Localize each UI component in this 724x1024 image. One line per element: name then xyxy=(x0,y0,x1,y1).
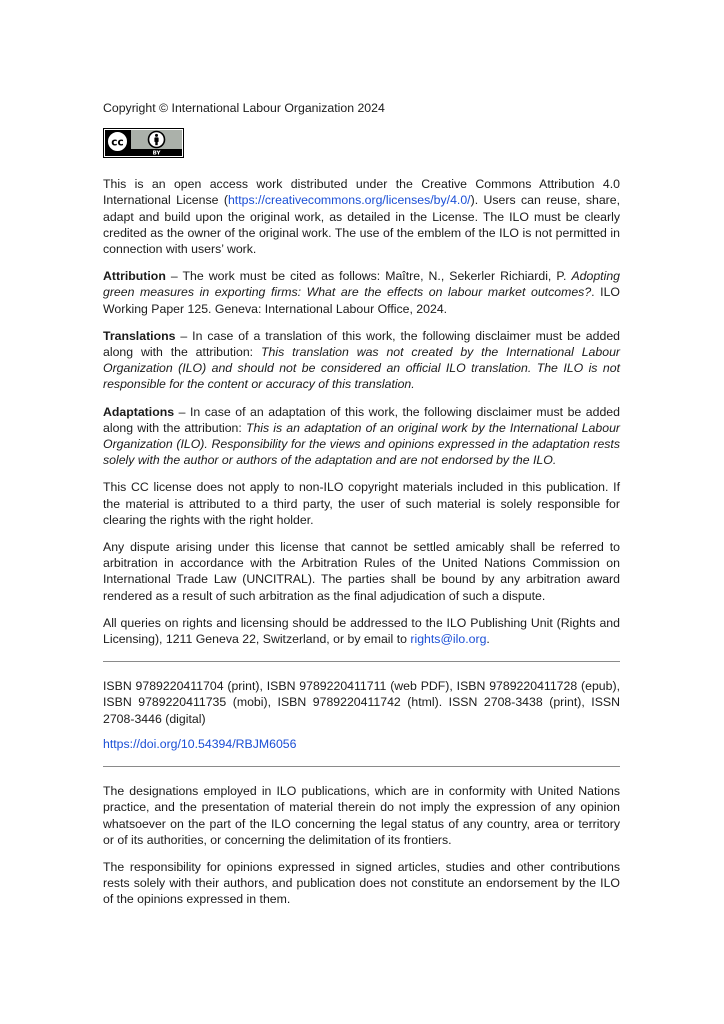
cc-by-license-badge[interactable] xyxy=(103,128,184,158)
dispute-paragraph: Any dispute arising under this license that cannot be settled amicably shall be referred to arbitration in accordance with the Arbitration Rules of the United Nations Commission on International Trade Law (UNCITRAL). The parties shall be bound by any arbitration award rendered as a result of such arbitration as the final adjudication of such a dispute. xyxy=(103,540,620,603)
translations-disclaimer: This translation was not created by the International Labour Organization (ILO) and should not be considered an official ILO translation. The ILO is not responsible for the content or accuracy of this translation. xyxy=(103,345,620,392)
isbn-paragraph: ISBN 9789220411704 (print), ISBN 9789220411711 (web PDF), ISBN 9789220411728 (epub), ISBN 9789220411735 (mobi), ISBN 9789220411742 (html). ISSN 2708-3438 (print), ISSN 2708-3446 (digital) xyxy=(103,679,620,726)
designations-paragraph: The designations employed in ILO publications, which are in conformity with United Nations practice, and the presentation of material therein do not imply the expression of any opinion whatsoever on the part of the ILO concerning the legal status of any country, area or territory or of its authorities, or concerning the delimitation of its frontiers. xyxy=(103,784,620,847)
by-label: BY xyxy=(152,150,161,157)
license-url-link[interactable]: https://creativecommons.org/licenses/by/4.0/ xyxy=(227,193,471,208)
adaptations-paragraph xyxy=(103,404,620,469)
queries-paragraph xyxy=(103,615,620,647)
cc-icon xyxy=(107,131,128,152)
attribution-title: Adopting green measures in exporting firms: What are the effects on labour market outcomes? xyxy=(103,269,620,300)
attribution-text-after: . ILO Working Paper 125. Geneva: International Labour Office, 2024. xyxy=(103,285,620,316)
translations-text-before: – In case of a translation of this work, the following disclaimer must be added along with the attribution: xyxy=(103,328,620,360)
responsibility-paragraph: The responsibility for opinions expressed in signed articles, studies and other contributions rests solely with their authors, and publication does not constitute an endorsement by the ILO of the opinions expressed in them. xyxy=(103,859,620,907)
copyright-line: Copyright © International Labour Organization 2024 xyxy=(103,101,385,115)
non-ilo-paragraph: This CC license does not apply to non-ILO copyright materials included in this publication. If the material is attributed to a third party, the user of such material is solely responsible for clearing the rights with the right holder. xyxy=(103,480,620,527)
email-link[interactable]: rights@ilo.org xyxy=(410,632,487,647)
license-paragraph xyxy=(103,176,620,257)
translations-heading: Translations xyxy=(103,328,176,343)
license-text-before: This is an open access work distributed under the Creative Commons Attribution 4.0 International License ( xyxy=(103,177,620,208)
adaptations-text-before: – In case of an adaptation of this work, the following disclaimer must be added along with the attribution: xyxy=(103,404,620,435)
queries-text-after: . xyxy=(486,632,490,647)
divider-top xyxy=(103,661,620,662)
attribution-text-before: – The work must be cited as follows: Maître, N., Sekerler Richiardi, P. xyxy=(165,269,572,284)
svg-text:cc: cc xyxy=(111,136,124,149)
license-text-after: ). Users can reuse, share, adapt and build upon the original work, as detailed in the License. The ILO must be clearly credited as the owner of the original work. The use of the emblem of the ILO is not permitted in connection with users’ work. xyxy=(103,193,621,257)
attribution-paragraph xyxy=(103,268,620,317)
copyright-page xyxy=(103,100,620,919)
divider-bottom xyxy=(103,766,620,767)
doi-paragraph xyxy=(103,736,620,752)
translations-paragraph xyxy=(103,328,620,393)
attribution-heading: Attribution xyxy=(103,269,166,284)
adaptations-heading: Adaptations xyxy=(103,404,175,419)
queries-text-before: All queries on rights and licensing should be addressed to the ILO Publishing Unit (Rights and Licensing), 1211 Geneva 22, Switzerland, or by email to xyxy=(103,615,620,647)
adaptations-disclaimer: This is an adaptation of an original work by the International Labour Organization (ILO). Responsibility for the views and opinions expressed in the adaptation rests solely with the author or authors of the adaptation and are not endorsed by the ILO. xyxy=(103,420,621,468)
by-person-icon xyxy=(149,132,165,148)
doi-link[interactable]: https://doi.org/10.54394/RBJM6056 xyxy=(103,736,297,751)
